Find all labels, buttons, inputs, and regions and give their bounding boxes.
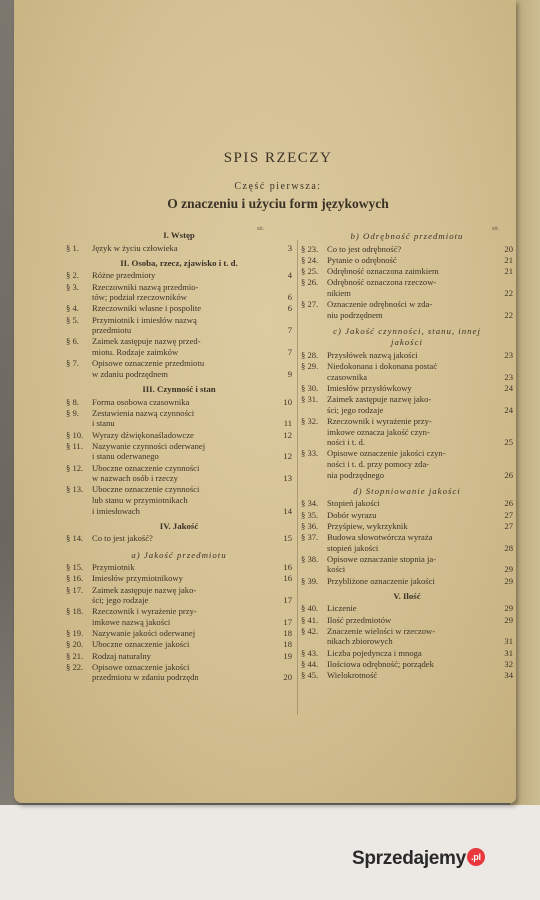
watermark-logo <box>352 848 485 870</box>
toc-entry-number: § 9. <box>66 407 79 418</box>
part-subtitle: O znaczeniu i użyciu form językowych <box>167 196 389 211</box>
toc-entry <box>66 562 292 573</box>
toc-entry-title: Opisowe oznaczenie przedmiotu <box>92 358 205 369</box>
page-title: SPIS RZECZY <box>223 150 333 166</box>
toc-entry-page: 20 <box>283 672 292 683</box>
toc-entry-page: 12 <box>283 451 292 462</box>
toc-entry-title: Przyśpiew, wykrzyknik <box>327 520 408 531</box>
toc-entry-page: 27 <box>504 509 513 520</box>
toc-entry-title: ności i t. d. przy pomocy zda- <box>327 458 430 469</box>
toc-entry <box>301 615 513 626</box>
toc-entry-page: 31 <box>504 647 513 658</box>
toc-entry <box>66 463 292 484</box>
toc-entry <box>66 573 292 584</box>
toc-entry-number: § 17. <box>66 584 84 595</box>
toc-entry-number: § 16. <box>66 573 84 584</box>
toc-entry-title: Znaczenie wielości w rzeczow- <box>327 625 436 636</box>
toc-entry <box>66 270 292 281</box>
toc-entry-page: 17 <box>283 595 292 606</box>
toc-entry-page: 26 <box>504 469 513 480</box>
toc-entry <box>66 408 292 429</box>
toc-entry-page: 26 <box>504 498 513 509</box>
toc-entry <box>66 651 292 662</box>
toc-subsection-heading: b) Odrębność przedmiotu <box>350 231 464 241</box>
toc-entry-title: Stopień jakości <box>327 498 380 509</box>
toc-entry-title: Rodzaj naturalny <box>92 650 151 661</box>
toc-entry-number: § 33. <box>301 448 319 459</box>
toc-entry-number: § 31. <box>301 394 319 405</box>
toc-entry-page: 22 <box>504 309 513 320</box>
toc-entry-page: 19 <box>283 650 292 661</box>
toc-entry <box>66 585 292 606</box>
toc-entry-number: § 21. <box>66 650 84 661</box>
toc-entry-title: nia podrzędnego <box>327 469 385 480</box>
toc-entry <box>301 394 513 415</box>
toc-entry-number: § 25. <box>301 266 319 276</box>
toc-entry-number: § 4. <box>66 303 79 314</box>
toc-entry-number: § 20. <box>66 639 84 650</box>
toc-entry-page: 22 <box>504 287 513 298</box>
toc-entry-title: tów; podział rzeczowników <box>92 292 187 303</box>
toc-entry-title: Różne przedmioty <box>92 270 156 281</box>
toc-entry <box>66 441 292 462</box>
toc-entry <box>301 244 513 255</box>
toc-entry-title: Ilościowa odrębność; porządek <box>327 658 434 669</box>
toc-entry-page: 28 <box>504 542 513 553</box>
toc-entry-page: 24 <box>504 383 513 393</box>
toc-entry-title: imkowe oznacza jakość czyn- <box>327 426 430 437</box>
toc-entry <box>66 303 292 314</box>
toc-entry-number: § 44. <box>301 658 319 669</box>
toc-entry-title: Wielokrotność <box>327 670 378 680</box>
toc-entry <box>301 554 513 575</box>
toc-entry-title: ści; jego rodzaje <box>92 595 149 606</box>
toc-entry-number: § 29. <box>301 361 319 372</box>
toc-entry-page: 29 <box>504 614 513 625</box>
toc-entry <box>301 510 513 521</box>
toc-entry <box>301 576 513 587</box>
toc-entry <box>301 299 513 320</box>
toc-entry <box>301 448 513 480</box>
toc-entry-page: 4 <box>287 270 292 281</box>
toc-entry-title: Nazywanie jakości oderwanej <box>92 628 196 639</box>
toc-entry-title: Liczenie <box>327 603 357 614</box>
toc-entry-number: § 32. <box>301 416 319 426</box>
toc-entry-title: przedmiotu w zdaniu podrzędn <box>92 672 199 683</box>
toc-entry <box>301 498 513 509</box>
toc-entry-title: Zestawienia nazwą czynności <box>92 407 195 418</box>
toc-entry-number: § 8. <box>66 396 79 407</box>
toc-entry <box>66 533 292 544</box>
toc-entry-number: § 39. <box>301 575 319 586</box>
toc-entry <box>301 416 513 448</box>
toc-entry-page: 18 <box>283 639 292 650</box>
toc-entry-number: § 15. <box>66 562 84 573</box>
toc-entry-page: 16 <box>283 562 292 573</box>
toc-entry-title: Niedokonana i dokonana postać <box>327 361 438 372</box>
toc-entry-page: 21 <box>504 254 513 265</box>
toc-entry-page: 13 <box>283 473 292 484</box>
toc-entry <box>66 315 292 336</box>
toc-entry-title: ści; jego rodzaje <box>327 404 384 415</box>
toc-entry-number: § 38. <box>301 553 319 564</box>
toc-entry-title: Przysłówek nazwą jakości <box>327 350 418 360</box>
toc-entry-title: miotu. Rodzaje zaimków <box>92 346 179 357</box>
toc-entry-number: § 11. <box>66 440 83 451</box>
toc-entry-title: niu podrzędnem <box>327 309 383 320</box>
toc-entry-title: Przymiotnik i imiesłów nazwą <box>92 314 197 325</box>
toc-entry-page: 9 <box>287 368 292 379</box>
toc-entry-number: § 28. <box>301 350 319 360</box>
toc-entry <box>301 383 513 394</box>
toc-entry-title: stopień jakości <box>327 542 379 553</box>
toc-entry <box>66 282 292 303</box>
toc-entry-title: nikiem <box>327 287 351 298</box>
toc-entry-number: § 22. <box>66 661 84 672</box>
toc-entry-page: 29 <box>504 564 513 575</box>
toc-entry-page: 23 <box>504 371 513 382</box>
toc-subsection-heading: d) Stopniowanie jakości <box>353 485 461 496</box>
toc-entry-title: Pytanie o odrębność <box>327 254 397 265</box>
toc-entry-page: 31 <box>504 636 513 647</box>
toc-entry-page: 24 <box>504 404 513 415</box>
toc-entry-title: i imiesłowach <box>92 505 140 516</box>
toc-entry-number: § 40. <box>301 603 319 614</box>
toc-entry-page: 20 <box>504 243 513 254</box>
toc-entry <box>66 243 292 254</box>
toc-entry-number: § 41. <box>301 614 319 625</box>
toc-entry-title: Uboczne oznaczenie czynności <box>92 484 200 495</box>
toc-subsection-heading: c) Jakość czynności, stanu, innej <box>333 325 481 336</box>
toc-entry-title: Rzeczownik i wyrażenie przy- <box>92 606 197 617</box>
toc-entry-title: Zaimek zastępuje nazwę jako- <box>327 394 432 405</box>
toc-entry-title: Ilość przedmiotów <box>327 614 392 625</box>
toc-entry-title: Imiesłów przymiotnikowy <box>92 573 183 584</box>
toc-entry-title: Co to jest jakość? <box>92 533 153 544</box>
toc-entry-page: 29 <box>504 575 513 586</box>
toc-entry-page: 12 <box>283 429 292 440</box>
toc-entry-title: imkowe nazwą jakości <box>92 616 171 627</box>
toc-entry <box>66 606 292 627</box>
toc-entry-title: i stanu oderwanego <box>92 451 159 462</box>
toc-entry-number: § 36. <box>301 520 319 531</box>
toc-entry-number: § 7. <box>66 358 79 369</box>
toc-entry-title: Zaimek zastępuje nazwę przed- <box>92 336 201 347</box>
toc-entry-number: § 27. <box>301 299 319 309</box>
toc-entry-number: § 1. <box>66 242 79 253</box>
toc-entry-title: Odrębność oznaczona rzeczow- <box>327 277 437 288</box>
toc-entry-title: przedmiotu <box>92 325 132 336</box>
toc-entry-number: § 14. <box>66 533 84 544</box>
toc-section-heading: II. Osoba, rzecz, zjawisko i t. d. <box>120 257 238 268</box>
toc-entry-title: Opisowe oznaczenie jakości <box>92 661 190 672</box>
toc-entry-title: lub stanu w przymiotnikach <box>92 494 188 505</box>
toc-subsection-heading: a) Jakość przedmiotu <box>131 549 227 560</box>
toc-section-heading: III. Czynność i stan <box>142 384 216 394</box>
toc-entry-title: Budowa słowotwórcza wyraża <box>327 532 433 542</box>
toc-entry-page: 17 <box>283 616 292 627</box>
toc-entry-number: § 6. <box>66 336 79 347</box>
toc-entry-page: 3 <box>287 242 292 253</box>
toc-entry-title: Przybliżone oznaczenie jakości <box>327 575 435 586</box>
toc-entry-page: 29 <box>504 603 513 614</box>
toc-entry-number: § 42. <box>301 625 319 636</box>
toc-entry <box>301 521 513 532</box>
page-column-label-left: str. <box>257 226 265 232</box>
toc-entry-title: Dobór wyrazu <box>327 509 377 520</box>
toc-entry-title: w zdaniu podrzędnem <box>92 368 168 379</box>
toc-entry <box>66 484 292 516</box>
toc-entry-number: § 26. <box>301 277 319 288</box>
toc-entry <box>66 397 292 408</box>
toc-entry-page: 6 <box>287 292 292 303</box>
toc-entry-title: Opisowe oznaczenie jakości czyn- <box>327 448 446 459</box>
toc-entry-title: i stanu <box>92 418 115 429</box>
toc-entry <box>301 670 513 681</box>
toc-entry-title: Uboczne oznaczenie jakości <box>92 639 190 650</box>
toc-entry-title: nikach zbiorowych <box>327 636 393 647</box>
watermark-dot: .pl <box>467 848 485 866</box>
toc-entry-number: § 3. <box>66 281 79 292</box>
toc-entry-title: kości <box>327 564 346 575</box>
toc-entry-page: 34 <box>504 670 513 680</box>
toc-subsection-heading-cont: jakości <box>391 337 423 348</box>
toc-entry-title: Opisowe oznaczanie stopnia ja- <box>327 553 437 564</box>
toc-entry <box>66 358 292 379</box>
toc-entry-number: § 18. <box>66 606 84 617</box>
toc-entry-number: § 12. <box>66 462 84 473</box>
toc-entry-page: 7 <box>287 325 292 336</box>
book-page <box>14 0 516 803</box>
toc-entry-page: 25 <box>504 437 513 448</box>
toc-entry-title: Oznaczenie odrębności w zda- <box>327 299 433 309</box>
toc-entry-title: Przymiotnik <box>92 562 135 573</box>
toc-entry-title: w nazwach osób i rzeczy <box>92 473 178 484</box>
toc-entry-number: § 13. <box>66 484 84 495</box>
toc-entry <box>66 639 292 650</box>
toc-entry-title: Wyrazy dźwiękonaśladowcze <box>92 429 194 440</box>
toc-entry-title: Forma osobowa czasownika <box>92 396 190 407</box>
toc-entry-page: 11 <box>283 418 292 429</box>
toc-entry-title: Uboczne oznaczenie czynności <box>92 462 200 473</box>
toc-entry-title: Co to jest odrębność? <box>327 243 402 254</box>
toc-entry-page: 32 <box>504 658 513 669</box>
toc-entry-title: Rzeczownik i wyrażenie przy- <box>327 416 432 426</box>
toc-entry-number: § 37. <box>301 532 319 542</box>
toc-entry <box>301 648 513 659</box>
toc-entry-title: Język w życiu człowieka <box>92 242 178 253</box>
toc-entry <box>301 255 513 266</box>
toc-entry-title: ności i t. d. <box>327 437 365 448</box>
toc-entry-number: § 45. <box>301 670 319 680</box>
toc-entry-page: 14 <box>283 505 292 516</box>
page-column-label-right: str. <box>492 226 500 232</box>
toc-entry-number: § 43. <box>301 647 319 658</box>
toc-entry-page: 6 <box>287 303 292 314</box>
toc-entry <box>301 277 513 298</box>
toc-entry <box>301 659 513 670</box>
toc-entry <box>301 532 513 553</box>
toc-entry-number: § 2. <box>66 270 79 281</box>
column-divider <box>297 240 298 715</box>
toc-entry-page: 7 <box>287 346 292 357</box>
toc-entry-page: 16 <box>283 573 292 584</box>
toc-section-heading: I. Wstęp <box>163 230 195 240</box>
toc-entry-number: § 5. <box>66 314 79 325</box>
toc-entry-title: Nazywanie czynności oderwanej <box>92 440 206 451</box>
toc-entry-number: § 34. <box>301 498 319 509</box>
toc-section-heading: V. Ilość <box>393 590 421 601</box>
toc-entry-number: § 23. <box>301 243 319 254</box>
toc-entry <box>301 350 513 361</box>
toc-entry <box>66 336 292 357</box>
toc-entry-page: 10 <box>283 396 292 407</box>
toc-entry-title: Odrębność oznaczona zaimkiem <box>327 266 439 276</box>
toc-entry <box>301 603 513 614</box>
toc-entry-title: czasownika <box>327 371 368 382</box>
toc-section-heading: IV. Jakość <box>159 520 199 531</box>
toc-entry-number: § 10. <box>66 429 84 440</box>
toc-entry <box>301 626 513 647</box>
toc-entry <box>66 662 292 683</box>
toc-entry <box>301 266 513 277</box>
toc-entry-title: Zaimek zastępuje nazwę jako- <box>92 584 197 595</box>
toc-entry-title: Imiesłów przysłówkowy <box>327 383 412 393</box>
toc-entry-page: 21 <box>504 266 513 276</box>
toc-entry <box>66 430 292 441</box>
toc-entry-page: 15 <box>283 533 292 544</box>
toc-entry-number: § 24. <box>301 254 319 265</box>
toc-entry-page: 27 <box>504 520 513 531</box>
toc-entry-title: Liczba pojedyncza i mnoga <box>327 647 422 658</box>
toc-entry-number: § 30. <box>301 383 319 393</box>
toc-entry-number: § 35. <box>301 509 319 520</box>
part-label: Część pierwsza: <box>234 181 322 192</box>
toc-entry <box>66 628 292 639</box>
watermark-brand: Sprzedajemy <box>352 848 466 869</box>
toc-entry-title: Rzeczowniki nazwą przedmio- <box>92 281 199 292</box>
toc-entry-title: Rzeczowniki własne i pospolite <box>92 303 202 314</box>
toc-entry-page: 23 <box>504 350 513 360</box>
toc-entry <box>301 361 513 382</box>
toc-entry-page: 18 <box>283 628 292 639</box>
toc-entry-number: § 19. <box>66 628 84 639</box>
